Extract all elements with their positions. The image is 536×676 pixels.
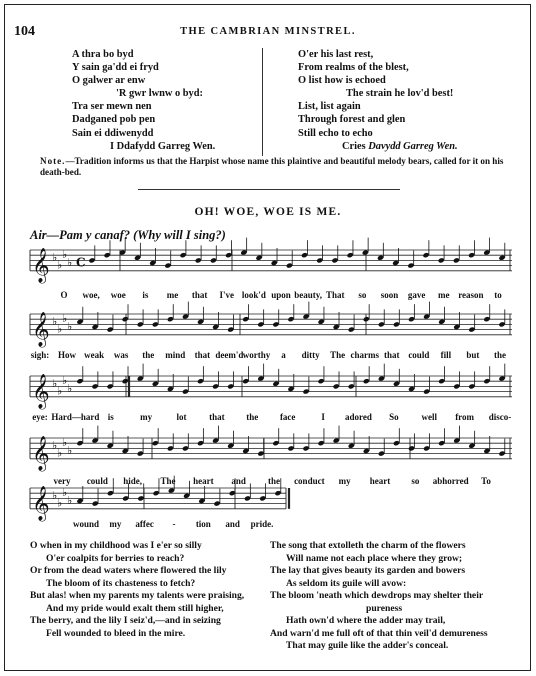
flat-icon: ♭ (57, 322, 63, 336)
lyric-word: hide, (123, 476, 143, 486)
lyric-word: upon (271, 290, 291, 300)
flat-icon: ♭ (62, 374, 68, 388)
verse-line: pureness (366, 602, 403, 614)
lyric-word: worthy (242, 350, 271, 360)
lyric-word: my (109, 519, 122, 529)
lyric-word: How (58, 350, 77, 360)
flat-icon: ♭ (52, 488, 58, 502)
lyric-word: abhorred (432, 476, 469, 486)
verse-line: O when in my childhood was I e'er so silly (30, 540, 202, 551)
lyric-word: a (281, 350, 286, 360)
lyric-word: beauty, (294, 290, 323, 300)
verse-line: Or from the dead waters where flowered the lily (30, 565, 227, 576)
verse-line: The strain he lov'd best! (346, 88, 454, 100)
verse-line: O'er his last rest, (298, 49, 374, 60)
lyric-word: So (389, 412, 399, 422)
flat-icon: ♭ (62, 248, 68, 262)
lyric-word: deem'd (215, 350, 244, 360)
lyric-word: conduct (294, 476, 325, 486)
lyric-word: That (325, 290, 345, 300)
lyric-word: the (494, 350, 506, 360)
lyric-word: eye: (32, 412, 48, 422)
lyric-word: disco- (488, 412, 512, 422)
verse-line: As seldom its guile will avow: (286, 577, 407, 589)
lyric-word: my (338, 476, 351, 486)
verse-line: That may guile like the adder's conceal. (286, 640, 449, 651)
flat-icon: ♭ (67, 320, 73, 333)
lyric-word: is (142, 290, 149, 300)
lyric-word: woe, (82, 290, 100, 300)
lyric-word: charms (350, 350, 379, 360)
lyric-word: face (279, 412, 296, 422)
lyric-word: gave (407, 290, 426, 300)
lyric-word: To (481, 476, 491, 486)
lyric-word: adored (345, 412, 372, 422)
running-header: THE CAMBRIAN MINSTREL. (180, 26, 356, 37)
flat-icon: ♭ (67, 494, 73, 507)
verse-line: O galwer ar enw (72, 75, 146, 87)
lyric-word: O (60, 290, 68, 300)
verse-line: Through forest and glen (298, 114, 406, 126)
treble-clef-icon: 𝄞 (32, 373, 50, 409)
verse-line: Cries Davydd Garreg Wen. (342, 140, 458, 152)
verse-line: The lay that gives beauty its garden and bowers (270, 565, 466, 576)
air-label: Air—Pam y canaf? (Why will I sing?) (30, 228, 226, 242)
song-title: OH! WOE, WOE IS ME. (194, 206, 342, 218)
lyric-word: fill (440, 350, 452, 360)
lyric-word: my (140, 412, 153, 422)
lyric-word: I've (219, 290, 234, 300)
verse-line: Tra ser mewn nen (72, 101, 152, 113)
lyric-word: look'd (241, 290, 266, 300)
lyric-word: that (191, 290, 208, 300)
verse-line: Sain ei ddiwenydd (72, 127, 154, 139)
lyric-word: that (209, 412, 225, 422)
verse-line: The bloom 'neath which dewdrops may shelter their (270, 590, 484, 601)
flat-icon: ♭ (57, 446, 63, 460)
footnote: Note.—Tradition informs us that the Harpist whose name this plaintive and beautiful melody bears, called for it on his death-bed. (40, 156, 504, 177)
lyric-word: mind (165, 350, 186, 360)
flat-icon: ♭ (62, 436, 68, 450)
flat-icon: ♭ (67, 382, 73, 395)
lyric-word: but (466, 350, 480, 360)
lyric-word: weak (84, 350, 105, 360)
verse-line: Y sain ga'dd ei fryd (72, 62, 159, 74)
flat-icon: ♭ (52, 376, 58, 390)
lyric-word: sigh: (30, 350, 50, 360)
treble-clef-icon: 𝄞 (32, 247, 50, 283)
lyric-word: The (160, 476, 176, 486)
lyric-word: that (194, 350, 211, 360)
flat-icon: ♭ (62, 312, 68, 326)
lyric-word: could (408, 350, 430, 360)
verse-line: But alas! when my parents my talents were praising, (30, 590, 245, 601)
lyric-word: pride. (250, 519, 274, 529)
lyric-word: woe (110, 290, 126, 300)
lyric-word: the (268, 476, 280, 486)
bottom-verse-right (270, 540, 488, 653)
lyric-word: very (53, 476, 71, 486)
lyric-word: I (321, 412, 325, 422)
treble-clef-icon: 𝄞 (32, 485, 50, 521)
bottom-verse-left (30, 540, 244, 640)
lyric-word: is (107, 412, 114, 422)
lyric-word: and (225, 519, 240, 529)
verse-line: Dadganed pob pen (72, 114, 156, 126)
verse-line: The bloom of its chasteness to fetch? (46, 577, 196, 589)
lyric-word: the (246, 412, 259, 422)
verse-line: List, list again (298, 101, 361, 113)
flat-icon: ♭ (57, 384, 63, 398)
lyric-word: to (494, 290, 502, 300)
verse-line: O'er coalpits for berries to reach? (46, 552, 185, 564)
lyric-word: could (86, 476, 108, 486)
verse-line: The song that extolleth the charm of the flowers (270, 540, 466, 551)
verse-line: Fell wounded to bleed in the mire. (46, 627, 186, 639)
verse-line: The berry, and the lily I seiz'd,—and in seizing (30, 615, 221, 626)
lyric-word: wound (72, 519, 100, 529)
verse-line: Will name not each place where they grow; (286, 552, 463, 564)
flat-icon: ♭ (57, 258, 63, 272)
flat-icon: ♭ (52, 438, 58, 452)
lyric-word: was (113, 350, 129, 360)
lyric-word: The (330, 350, 346, 360)
verse-line: And my pride would exalt them still higher, (46, 602, 224, 614)
lyric-word: and (231, 476, 246, 486)
lyric-word: affec (135, 519, 154, 529)
lyric-word: me (438, 290, 450, 300)
verse-line: Still echo to echo (298, 127, 373, 139)
lyric-word: from (455, 412, 475, 422)
lyric-word: well (421, 412, 437, 422)
lyric-word: the (142, 350, 155, 360)
lyric-word: so (411, 476, 420, 486)
verse-line: O list how is echoed (298, 75, 386, 87)
lyric-word: heart (193, 476, 214, 486)
lyric-word: reason (458, 290, 484, 300)
flat-icon: ♭ (52, 250, 58, 264)
lyric-word: so (358, 290, 367, 300)
lyric-word: me (166, 290, 179, 300)
lyric-word: Hard—hard (51, 412, 100, 422)
verse-line: Hath own'd where the adder may trail, (286, 615, 446, 626)
lyric-word: that (384, 350, 400, 360)
verse-line: From realms of the blest, (298, 62, 409, 74)
lyric-word: lot (176, 412, 187, 422)
lyric-word: tion (195, 519, 211, 529)
flat-icon: ♭ (57, 496, 63, 510)
verse-line: And warn'd me full oft of that thin veil'd demureness (270, 627, 488, 639)
verse-line: A thra bo byd (72, 49, 134, 60)
verse-line: 'R gwr lwnw o byd: (116, 88, 203, 100)
flat-icon: ♭ (52, 314, 58, 328)
verse-line: I Ddafydd Garreg Wen. (110, 140, 216, 152)
lyric-word: - (172, 519, 176, 529)
lyric-word: ditty (301, 350, 320, 360)
page-number: 104 (14, 24, 35, 39)
flat-icon: ♭ (67, 256, 73, 269)
lyric-word: soon (380, 290, 399, 300)
flat-icon: ♭ (67, 444, 73, 457)
treble-clef-icon: 𝄞 (32, 311, 50, 347)
flat-icon: ♭ (62, 486, 68, 500)
lyric-word: heart (369, 476, 391, 486)
common-time-icon: C (76, 255, 86, 270)
treble-clef-icon: 𝄞 (32, 435, 50, 471)
